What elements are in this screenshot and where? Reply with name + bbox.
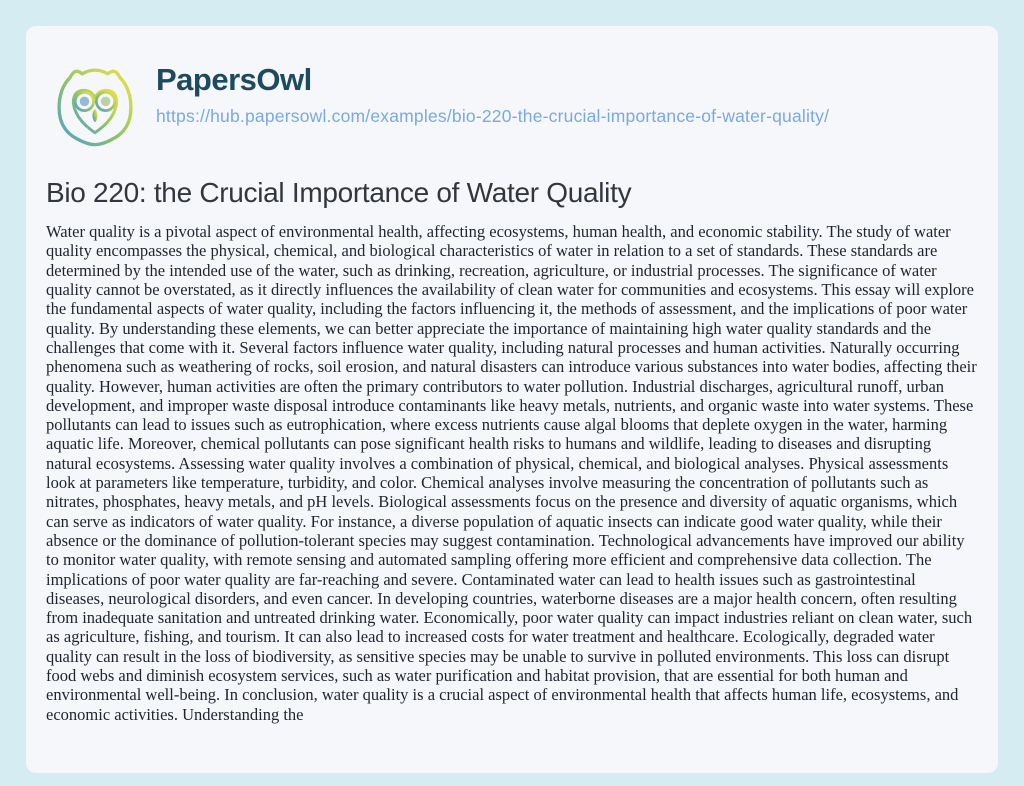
site-header <box>46 60 978 152</box>
papersowl-owl-logo-icon <box>48 60 142 152</box>
brand-block <box>156 60 829 127</box>
essay-body-text: Water quality is a pivotal aspect of environmental health, affecting ecosystems, human health, and economic stability. The study of water quality encompasses the physical, chemical, and biological characteristics of water in relation to a set of standards. These standards are determined by the intended use of the water, such as drinking, recreation, agriculture, or industrial processes. The significance of water quality cannot be overstated, as it directly influences the availability of clean water for communities and ecosystems. This essay will explore the fundamental aspects of water quality, including the factors influencing it, the methods of assessment, and the implications of poor water quality. By understanding these elements, we can better appreciate the importance of maintaining high water quality standards and the challenges that come with it. Several factors influence water quality, including natural processes and human activities. Naturally occurring phenomena such as weathering of rocks, soil erosion, and natural disasters can introduce various substances into water bodies, affecting their quality. However, human activities are often the primary contributors to water pollution. Industrial discharges, agricultural runoff, urban development, and improper waste disposal introduce contaminants like heavy metals, nutrients, and organic waste into water systems. These pollutants can lead to issues such as eutrophication, where excess nutrients cause algal blooms that deplete oxygen in the water, harming aquatic life. Moreover, chemical pollutants can pose significant health risks to humans and wildlife, leading to diseases and disrupting natural ecosystems. Assessing water quality involves a combination of physical, chemical, and biological analyses. Physical assessments look at parameters like temperature, turbidity, and color. Chemical analyses involve measuring the concentration of pollutants such as nitrates, phosphates, heavy metals, and pH levels. Biological assessments focus on the presence and diversity of aquatic organisms, which can serve as indicators of water quality. For instance, a diverse population of aquatic insects can indicate good water quality, while their absence or the dominance of pollution-tolerant species may suggest contamination. Technological advancements have improved our ability to monitor water quality, with remote sensing and automated sampling offering more efficient and comprehensive data collection. The implications of poor water quality are far-reaching and severe. Contaminated water can lead to health issues such as gastrointestinal diseases, neurological disorders, and even cancer. In developing countries, waterborne diseases are a major health concern, often resulting from inadequate sanitation and untreated drinking water. Economically, poor water quality can impact industries reliant on clean water, such as agriculture, fishing, and tourism. It can also lead to increased costs for water treatment and healthcare. Ecologically, degraded water quality can result in the loss of biodiversity, as sensitive species may be unable to survive in polluted environments. This loss can disrupt food webs and diminish ecosystem services, such as water purification and habitat provision, that are essential for both human and environmental well-being. In conclusion, water quality is a crucial aspect of environmental health that affects human life, ecosystems, and economic activities. Understanding the <box>46 222 977 724</box>
brand-name: PapersOwl <box>156 62 312 97</box>
content-panel <box>26 26 998 773</box>
page-title: Bio 220: the Crucial Importance of Water Quality <box>46 177 632 208</box>
page-url-link[interactable]: https://hub.papersowl.com/examples/bio-220-the-crucial-importance-of-water-quality/ <box>156 105 830 126</box>
